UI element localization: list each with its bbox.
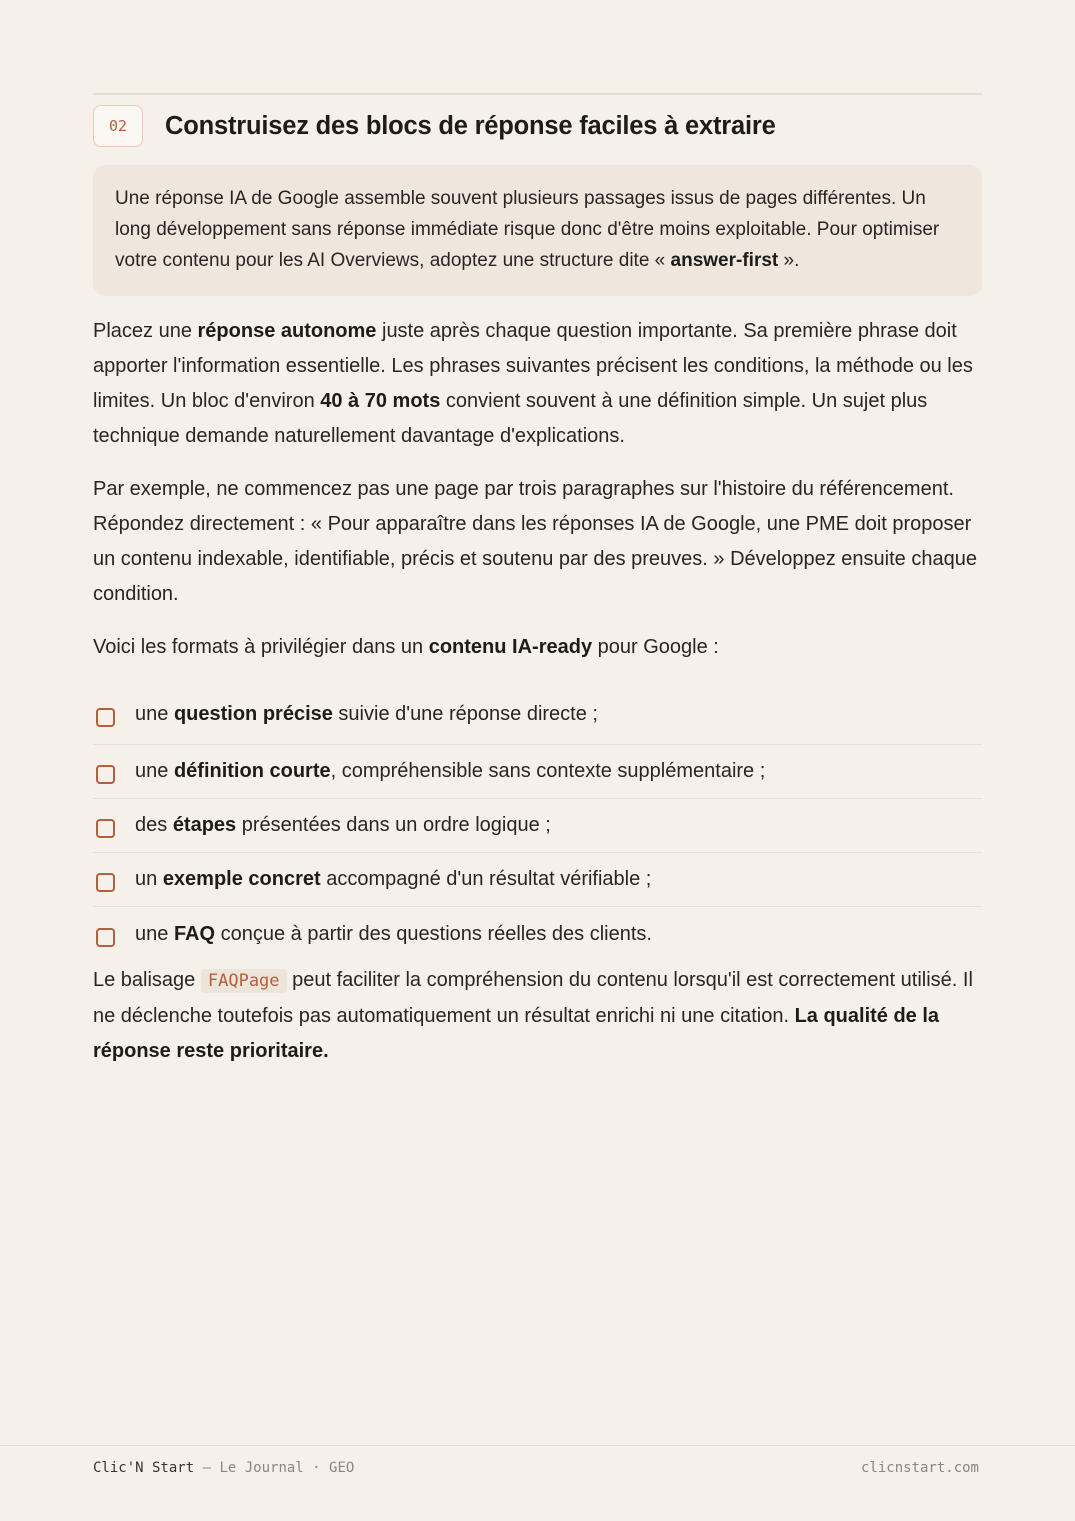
item-pre: un [135,868,163,890]
item-pre: une [135,703,174,725]
item-post: , compréhensible sans contexte supplémentaire ; [330,760,766,782]
para1-bold-b: 40 à 70 mots [320,390,441,412]
para4-text-b: peut faciliter la compréhension du contenu lorsqu'il est correctement utilisé. Il ne déclenche toutefois pas automatiquement un résultat enrichi ni une citation. [93,969,973,1027]
checkbox-icon[interactable] [96,765,115,784]
para1-text-b: juste après chaque question importante. Sa première phrase doit apporter l'information essentielle. Les phrases suivantes précisent les conditions, la méthode ou les limites. Un bloc d'environ [93,320,973,412]
formats-checklist [93,693,982,961]
checklist-item-text [135,703,598,726]
checkbox-icon[interactable] [96,708,115,727]
item-post: accompagné d'un résultat vérifiable ; [320,868,652,890]
para4-text-a: Le balisage [93,969,201,991]
footer-brand-line [93,1460,354,1476]
checklist-item-text [135,814,551,837]
callout-bold-term: answer-first [670,250,779,271]
paragraph-faqpage-markup [93,963,982,1069]
para1-text-c: convient souvent à une définition simple. Un sujet plus technique demande naturellement davantage d'explications. [93,390,928,447]
section-header [93,103,982,149]
page-footer [0,1445,1075,1476]
footer-site-link[interactable]: clicnstart.com [860,1460,979,1476]
checklist-item-text [135,923,652,946]
section-number-badge: 02 [93,105,143,147]
callout-text: Une réponse IA de Google assemble souvent plusieurs passages issus de pages différentes. Un long développement sans réponse immédiate risque donc d'être moins exploitable. Pour optimiser votre contenu pour les AI Overviews, adoptez une structure dite « [115,188,940,271]
checkbox-icon[interactable] [96,873,115,892]
item-pre: des [135,814,173,836]
paragraph-example: Par exemple, ne commencez pas une page par trois paragraphes sur l'histoire du référencement. Répondez directement : « Pour apparaître dans les réponses IA de Google, une PME doit proposer un contenu indexable, identifiable, précis et soutenu par des preuves. » Développez ensuite chaque condition. [93,478,977,605]
checklist-item [93,745,982,799]
para4-bold-conclusion: La qualité de la réponse reste prioritaire. [93,1005,940,1062]
item-post: conçue à partir des questions réelles des clients. [215,922,652,945]
item-bold: question précise [173,703,333,725]
item-post: suivie d'une réponse directe ; [332,703,598,725]
section-title: Construisez des blocs de réponse faciles à extraire [165,111,776,140]
checklist-item [93,799,982,853]
checkbox-icon[interactable] [96,819,115,838]
para1-text-a: Placez une [93,320,198,342]
footer-tagline: — Le Journal · GEO [194,1460,355,1476]
section-divider [93,93,982,95]
checklist-item [93,853,982,907]
para3-text-b: pour Google : [592,636,719,658]
paragraph-formats-intro [93,630,982,665]
item-bold: définition courte [173,760,331,782]
item-pre: une [135,760,174,782]
checkbox-icon[interactable] [96,928,115,947]
intro-callout [93,165,982,296]
item-bold: FAQ [173,922,216,945]
paragraph-answer-block [93,314,982,454]
item-bold: étapes [172,814,237,836]
item-bold: exemple concret [162,868,321,890]
inline-code-faqpage: FAQPage [201,969,287,993]
checklist-item [93,693,982,745]
para1-bold-a: réponse autonome [197,320,377,342]
checklist-item-text [135,760,765,783]
article-page [93,93,982,1069]
checklist-item-text [135,868,651,891]
para3-bold: contenu IA-ready [428,636,593,658]
checklist-item [93,907,982,961]
para3-text-a: Voici les formats à privilégier dans un [93,636,429,658]
footer-brand: Clic'N Start [93,1460,195,1476]
callout-end: ». [778,250,800,271]
item-pre: une [135,922,174,945]
item-post: présentées dans un ordre logique ; [236,814,551,836]
